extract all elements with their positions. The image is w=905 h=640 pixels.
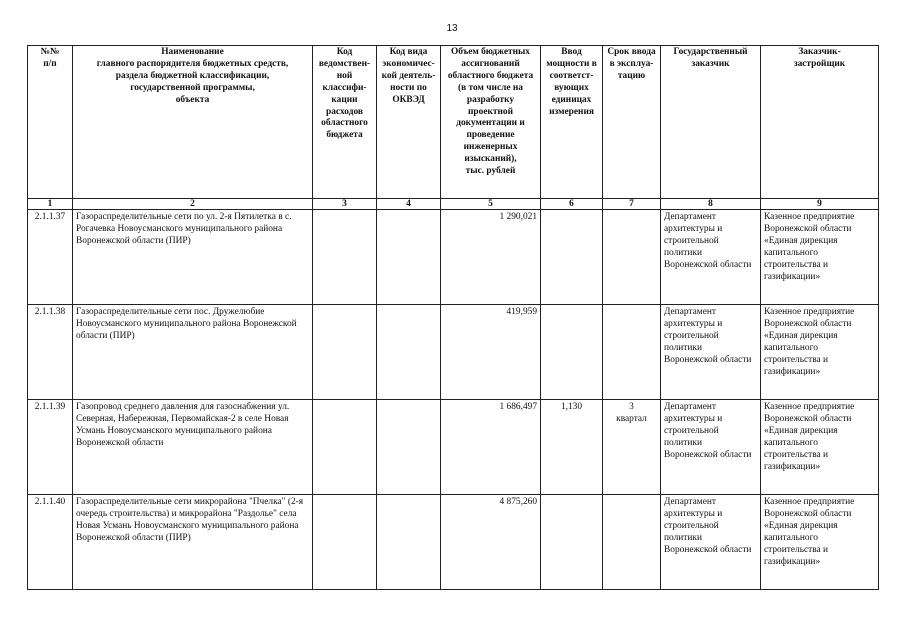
capacity-cell: 1,130 [541, 400, 603, 495]
table-row [28, 495, 879, 590]
object-name: Газораспределительные сети пос. Дружелюбие Новоусманского муниципального района Воронежской области (ПИР) [73, 305, 313, 400]
okved-cell [377, 400, 441, 495]
object-name: Газораспределительные сети по ул. 2-я Пятилетка в с. Рогачевка Новоусманского муниципального района Воронежской области (ПИР) [73, 210, 313, 305]
header-cell-rownum: №№ п/п [28, 46, 73, 199]
developer-cell: Казенное предприятие Воронежской области «Единая дирекция капитального строительства и газификации» [761, 400, 879, 495]
term-cell [603, 495, 661, 590]
capacity-cell [541, 495, 603, 590]
dept-code-cell [313, 210, 377, 305]
amount-cell: 4 875,260 [441, 495, 541, 590]
row-number: 2.1.1.37 [28, 210, 73, 305]
capacity-cell [541, 305, 603, 400]
okved-cell [377, 305, 441, 400]
row-number: 2.1.1.38 [28, 305, 73, 400]
customer-cell: Департамент архитектуры и строительной политики Воронежской области [661, 400, 761, 495]
term-cell [603, 305, 661, 400]
customer-cell: Департамент архитектуры и строительной политики Воронежской области [661, 210, 761, 305]
customer-cell: Департамент архитектуры и строительной политики Воронежской области [661, 305, 761, 400]
row-number: 2.1.1.39 [28, 400, 73, 495]
capacity-cell [541, 210, 603, 305]
term-cell [603, 210, 661, 305]
amount-cell: 1 686,497 [441, 400, 541, 495]
header-cell-term: Срок ввода в эксплуа- тацию [603, 46, 661, 199]
table-row [28, 210, 879, 305]
header-cell-dept-code: Код ведомствен- ной классифи- кации расходов областного бюджета [313, 46, 377, 199]
table-row [28, 400, 879, 495]
object-name: Газораспределительные сети микрорайона "Пчелка" (2-я очередь строительства) и микрорайона "Раздолье" села Новая Усмань Новоусманского муниципального района Воронежской области (ПИР) [73, 495, 313, 590]
column-number: 1 [28, 199, 73, 210]
customer-cell: Департамент архитектуры и строительной политики Воронежской области [661, 495, 761, 590]
header-cell-customer: Государственный заказчик [661, 46, 761, 199]
amount-cell: 419,959 [441, 305, 541, 400]
column-number: 8 [661, 199, 761, 210]
object-name: Газопровод среднего давления для газоснабжения ул. Северная, Набережная, Первомайская-2 в селе Новая Усмань Новоусманского муниципального района Воронежской области [73, 400, 313, 495]
budget-objects-table [27, 45, 879, 590]
header-cell-okved: Код вида экономичес- кой деятель- ности по ОКВЭД [377, 46, 441, 199]
page-number: 13 [446, 23, 458, 34]
developer-cell: Казенное предприятие Воронежской области «Единая дирекция капитального строительства и газификации» [761, 210, 879, 305]
column-number: 6 [541, 199, 603, 210]
column-number: 3 [313, 199, 377, 210]
dept-code-cell [313, 495, 377, 590]
developer-cell: Казенное предприятие Воронежской области «Единая дирекция капитального строительства и газификации» [761, 305, 879, 400]
table-row [28, 305, 879, 400]
header-row [28, 46, 879, 199]
row-number: 2.1.1.40 [28, 495, 73, 590]
header-cell-capacity: Ввод мощности в соответст- вующих единицах измерения [541, 46, 603, 199]
column-number: 4 [377, 199, 441, 210]
column-number-row [28, 199, 879, 210]
header-cell-name: Наименование главного распорядителя бюджетных средств, раздела бюджетной классификации, государственной программы, объекта [73, 46, 313, 199]
column-number: 2 [73, 199, 313, 210]
column-number: 7 [603, 199, 661, 210]
developer-cell: Казенное предприятие Воронежской области «Единая дирекция капитального строительства и газификации» [761, 495, 879, 590]
column-number: 9 [761, 199, 879, 210]
column-number: 5 [441, 199, 541, 210]
dept-code-cell [313, 305, 377, 400]
okved-cell [377, 495, 441, 590]
header-cell-amount: Объем бюджетных ассигнований областного бюджета (в том числе на разработку проектной документации и проведение инженерных изысканий), тыс. рублей [441, 46, 541, 199]
okved-cell [377, 210, 441, 305]
dept-code-cell [313, 400, 377, 495]
amount-cell: 1 290,021 [441, 210, 541, 305]
term-cell: 3 квартал [603, 400, 661, 495]
header-cell-developer: Заказчик- застройщик [761, 46, 879, 199]
